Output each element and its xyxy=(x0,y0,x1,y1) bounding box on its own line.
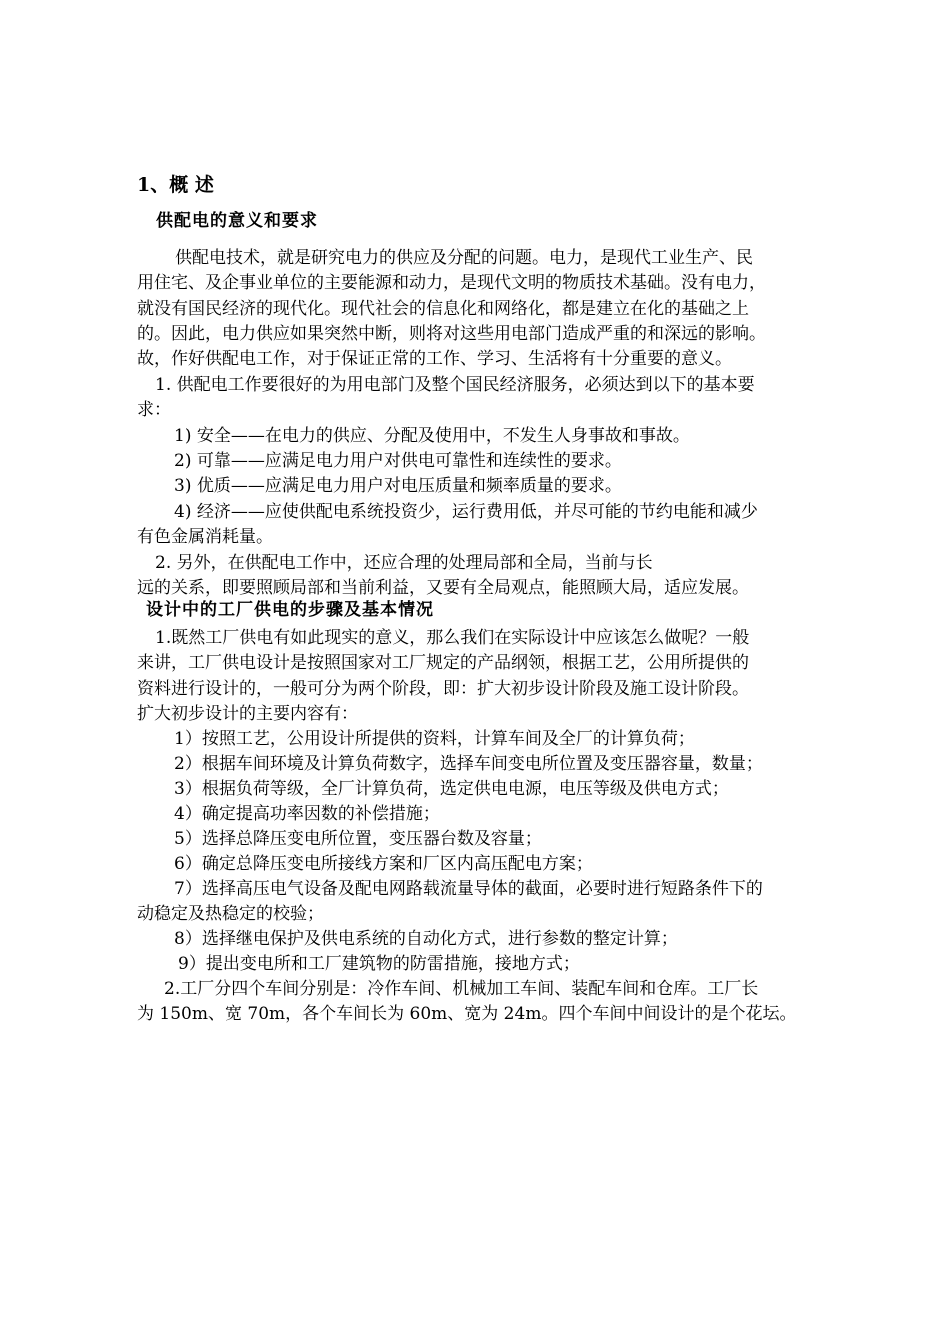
design-step-1: 1）按照工艺，公用设计所提供的资料，计算车间及全厂的计算负荷； xyxy=(174,729,695,749)
point1-line-1: 1. 供配电工作要很好的为用电部门及整个国民经济服务，必须达到以下的基本要 xyxy=(155,375,755,395)
requirement-quality: 3) 优质——应满足电力用户对电压质量和频率质量的要求。 xyxy=(174,476,622,496)
design-step-2: 2）根据车间环境及计算负荷数字，选择车间变电所位置及变压器容量，数量； xyxy=(174,754,763,774)
design-step-4: 4）确定提高功率因数的补偿措施； xyxy=(174,804,440,824)
design-intro-line-3: 资料进行设计的，一般可分为两个阶段，即：扩大初步设计阶段及施工设计阶段。 xyxy=(137,679,749,699)
workshop-line-1: 2.工厂分四个车间分别是：冷作车间、机械加工车间、装配车间和仓库。工厂长 xyxy=(164,979,759,999)
design-step-6: 6）确定总降压变电所接线方案和厂区内高压配电方案； xyxy=(174,854,593,874)
design-intro-line-4: 扩大初步设计的主要内容有： xyxy=(137,704,358,724)
design-step-7-line-1: 7）选择高压电气设备及配电网路载流量导体的截面，必要时进行短路条件下的 xyxy=(174,879,763,899)
requirement-safety: 1) 安全——在电力的供应、分配及使用中，不发生人身事故和事故。 xyxy=(174,426,690,446)
intro-line-5: 故，作好供配电工作，对于保证正常的工作、学习、生活将有十分重要的意义。 xyxy=(137,349,732,369)
design-step-3: 3）根据负荷等级，全厂计算负荷，选定供电电源，电压等级及供电方式； xyxy=(174,779,729,799)
workshop-line-2: 为 150m、宽 70m，各个车间长为 60m、宽为 24m。四个车间中间设计的是个花坛。 xyxy=(137,1004,797,1024)
design-step-7-line-2: 动稳定及热稳定的校验； xyxy=(137,904,324,924)
design-step-9: 9）提出变电所和工厂建筑物的防雷措施，接地方式； xyxy=(178,954,580,974)
main-heading: 1、概 述 xyxy=(137,174,214,196)
design-step-5: 5）选择总降压变电所位置，变压器台数及容量； xyxy=(174,829,542,849)
intro-line-1: 供配电技术，就是研究电力的供应及分配的问题。电力，是现代工业生产、民 xyxy=(175,248,753,268)
requirement-reliability: 2) 可靠——应满足电力用户对供电可靠性和连续性的要求。 xyxy=(174,451,622,471)
point1-line-2: 求： xyxy=(137,400,171,420)
design-intro-line-1: 1.既然工厂供电有如此现实的意义，那么我们在实际设计中应该怎么做呢？一般 xyxy=(155,628,750,648)
intro-line-3: 就没有国民经济的现代化。现代社会的信息化和网络化，都是建立在化的基础之上 xyxy=(137,299,749,319)
point2-line-2: 远的关系，即要照顾局部和当前利益，又要有全局观点，能照顾大局，适应发展。 xyxy=(137,578,749,598)
intro-line-2: 用住宅、及企事业单位的主要能源和动力，是现代文明的物质技术基础。没有电力， xyxy=(137,273,766,293)
requirement-economy-line-1: 4) 经济——应使供配电系统投资少，运行费用低，并尽可能的节约电能和减少 xyxy=(174,502,758,522)
point2-line-1: 2. 另外，在供配电工作中，还应合理的处理局部和全局，当前与长 xyxy=(155,553,653,573)
section-title-significance: 供配电的意义和要求 xyxy=(156,211,318,231)
design-intro-line-2: 来讲，工厂供电设计是按照国家对工厂规定的产品纲领，根据工艺，公用所提供的 xyxy=(137,653,749,673)
section-title-design-steps: 设计中的工厂供电的步骤及基本情况 xyxy=(146,600,434,620)
requirement-economy-line-2: 有色金属消耗量。 xyxy=(137,527,273,547)
intro-line-4: 的。因此，电力供应如果突然中断，则将对这些用电部门造成严重的和深远的影响。 xyxy=(137,324,766,344)
design-step-8: 8）选择继电保护及供电系统的自动化方式，进行参数的整定计算； xyxy=(174,929,678,949)
